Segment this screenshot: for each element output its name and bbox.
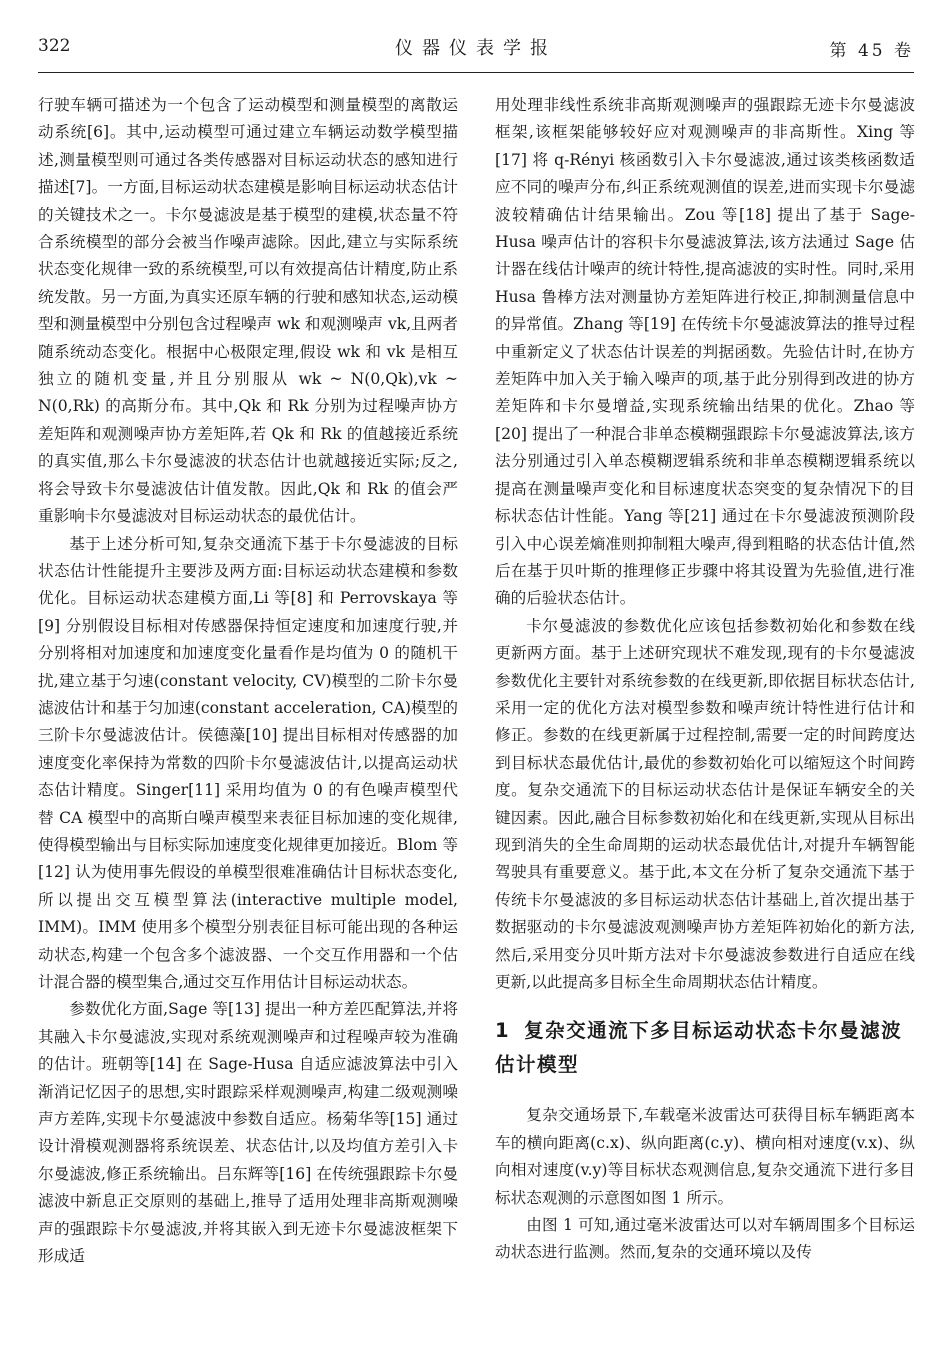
section-title: 复杂交通流下多目标运动状态卡尔曼滤波估计模型 <box>495 1019 903 1077</box>
paragraph: 参数优化方面,Sage 等[13] 提出一种方差匹配算法,并将其融入卡尔曼滤波,实现对系统观测噪声和过程噪声较为准确的估计。班朝等[14] 在 Sage-Husa 自适应滤波算法中引入渐消记忆因子的思想,实时跟踪采样观测噪声,构建二级观测噪声方差阵,实现卡尔曼滤波中参数自适应。杨菊华等[15] 通过设计滑模观测器将系统误差、状态估计,以及均值方差引入卡尔曼滤波,修正系统输出。吕东辉等[16] 在传统强跟踪卡尔曼滤波中新息正交原则的基础上,推导了适用处理非高斯观测噪声的强跟踪卡尔曼滤波,并将其嵌入到无迹卡尔曼滤波框架下形成适 <box>38 1000 458 1266</box>
section-number: 1 <box>495 1019 511 1043</box>
right-column <box>495 92 915 1267</box>
paragraph: 用处理非线性系统非高斯观测噪声的强跟踪无迹卡尔曼滤波框架,该框架能够较好应对观测噪声的非高斯性。Xing 等[17] 将 q-Rényi 核函数引入卡尔曼滤波,通过该类核函数适应不同的噪声分布,纠正系统观测值的误差,进而实现卡尔曼滤波较精确估计结果输出。Zou 等[18] 提出了基于 Sage-Husa 噪声估计的容积卡尔曼滤波算法,该方法通过 Sage 估计器在线估计噪声的统计特性,提高滤波的实时性。同时,采用 Husa 鲁棒方法对测量协方差矩阵进行校正,抑制测量信息中的异常值。Zhang 等[19] 在传统卡尔曼滤波算法的推导过程中重新定义了状态估计误差的判据函数。先验估计时,在协方差矩阵中加入关于输入噪声的项,基于此分别得到改进的协方差矩阵和卡尔曼增益,实现系统输出结果的优化。Zhao 等[20] 提出了一种混合非单态模糊强跟踪卡尔曼滤波算法,该方法分别通过引入单态模糊逻辑系统和非单态模糊逻辑系统以提高在测量噪声变化和目标速度状态突变的复杂情况下的目标状态估计性能。Yang 等[21] 通过在卡尔曼滤波预测阶段引入中心误差熵准则抑制粗大噪声,得到粗略的状态估计值,然后在基于贝叶斯的推理修正步骤中将其设置为先验值,进行准确的后验状态估计。 <box>495 96 915 608</box>
paragraph: 行驶车辆可描述为一个包含了运动模型和测量模型的离散运动系统[6]。其中,运动模型可通过建立车辆运动数学模型描述,测量模型则可通过各类传感器对目标运动状态的感知进行描述[7]。一方面,目标运动状态建模是影响目标运动状态估计的关键技术之一。卡尔曼滤波是基于模型的建模,状态量不符合系统模型的部分会被当作噪声滤除。因此,建立与实际系统状态变化规律一致的系统模型,可以有效提高估计精度,防止系统发散。另一方面,为真实还原车辆的行驶和感知状态,运动模型和测量模型中分别包含过程噪声 wk 和观测噪声 vk,且两者随系统动态变化。根据中心极限定理,假设 wk 和 vk 是相互独立的随机变量,并且分别服从 wk ~ N(0,Qk),vk ~ N(0,Rk) 的高斯分布。其中,Qk 和 Rk 分别为过程噪声协方差矩阵和观测噪声协方差矩阵,若 Qk 和 Rk 的值越接近系统的真实值,那么卡尔曼滤波的状态估计也就越接近实际;反之,将会导致卡尔曼滤波估计值发散。因此,Qk 和 Rk 的值会严重影响卡尔曼滤波对目标运动状态的最优估计。 <box>38 96 458 526</box>
left-column <box>38 92 458 1270</box>
paragraph: 复杂交通场景下,车载毫米波雷达可获得目标车辆距离本车的横向距离(c.x)、纵向距离(c.y)、横向相对速度(v.x)、纵向相对速度(v.y)等目标状态观测信息,复杂交通流下进行多目标状态观测的示意图如图 1 所示。 <box>495 1106 915 1207</box>
volume-label: 第 45 卷 <box>829 41 914 61</box>
paragraph: 卡尔曼滤波的参数优化应该包括参数初始化和参数在线更新两方面。基于上述研究现状不难发现,现有的卡尔曼滤波参数优化主要针对系统参数的在线更新,即依据目标状态估计,采用一定的优化方法对模型参数和噪声统计特性进行估计和修正。参数的在线更新属于过程控制,需要一定的时间跨度达到目标状态最优估计,最优的参数初始化可以缩短这个时间跨度。复杂交通流下的目标运动状态估计是保证车辆安全的关键因素。因此,融合目标参数初始化和在线更新,实现从目标出现到消失的全生命周期的运动状态最优估计,对提升车辆智能驾驶具有重要意义。基于此,本文在分析了复杂交通流下基于传统卡尔曼滤波的多目标运动状态估计基础上,首次提出基于数据驱动的卡尔曼滤波观测噪声协方差矩阵初始化的新方法,然后,采用变分贝叶斯方法对卡尔曼滤波参数进行自适应在线更新,以此提高多目标全生命周期状态估计精度。 <box>495 616 915 991</box>
journal-title: 仪器仪表学报 <box>395 38 557 59</box>
page-header <box>38 32 914 73</box>
paragraph: 基于上述分析可知,复杂交通流下基于卡尔曼滤波的目标状态估计性能提升主要涉及两方面:目标运动状态建模和参数优化。目标运动状态建模方面,Li 等[8] 和 Perrovskaya 等[9] 分别假设目标相对传感器保持恒定速度和加速度行驶,并分别将相对加速度和加速度变化量看作是均值为 0 的随机干扰,建立基于匀速(constant velocity, CV)模型的二阶卡尔曼滤波估计和基于匀加速(constant acceleration, CA)模型的三阶卡尔曼滤波估计。侯德藻[10] 提出目标相对传感器的加速度变化率保持为常数的四阶卡尔曼滤波估计,以提高运动状态估计精度。Singer[11] 采用均值为 0 的有色噪声模型代替 CA 模型中的高斯白噪声模型来表征目标加速的变化规律,使得模型输出与目标实际加速度变化规律更加接近。Blom 等[12] 认为使用事先假设的单模型很难准确估计目标状态变化,所以提出交互模型算法(interactive multiple model, IMM)。IMM 使用多个模型分别表征目标可能出现的各种运动状态,构建一个包含多个滤波器、一个交互作用器和一个估计混合器的模型集合,通过交互作用估计目标运动状态。 <box>38 534 458 991</box>
page-number: 322 <box>38 36 71 56</box>
paragraph: 由图 1 可知,通过毫米波雷达可以对车辆周围多个目标运动状态进行监测。然而,复杂的交通环境以及传 <box>495 1216 915 1262</box>
section-heading <box>495 1014 915 1082</box>
